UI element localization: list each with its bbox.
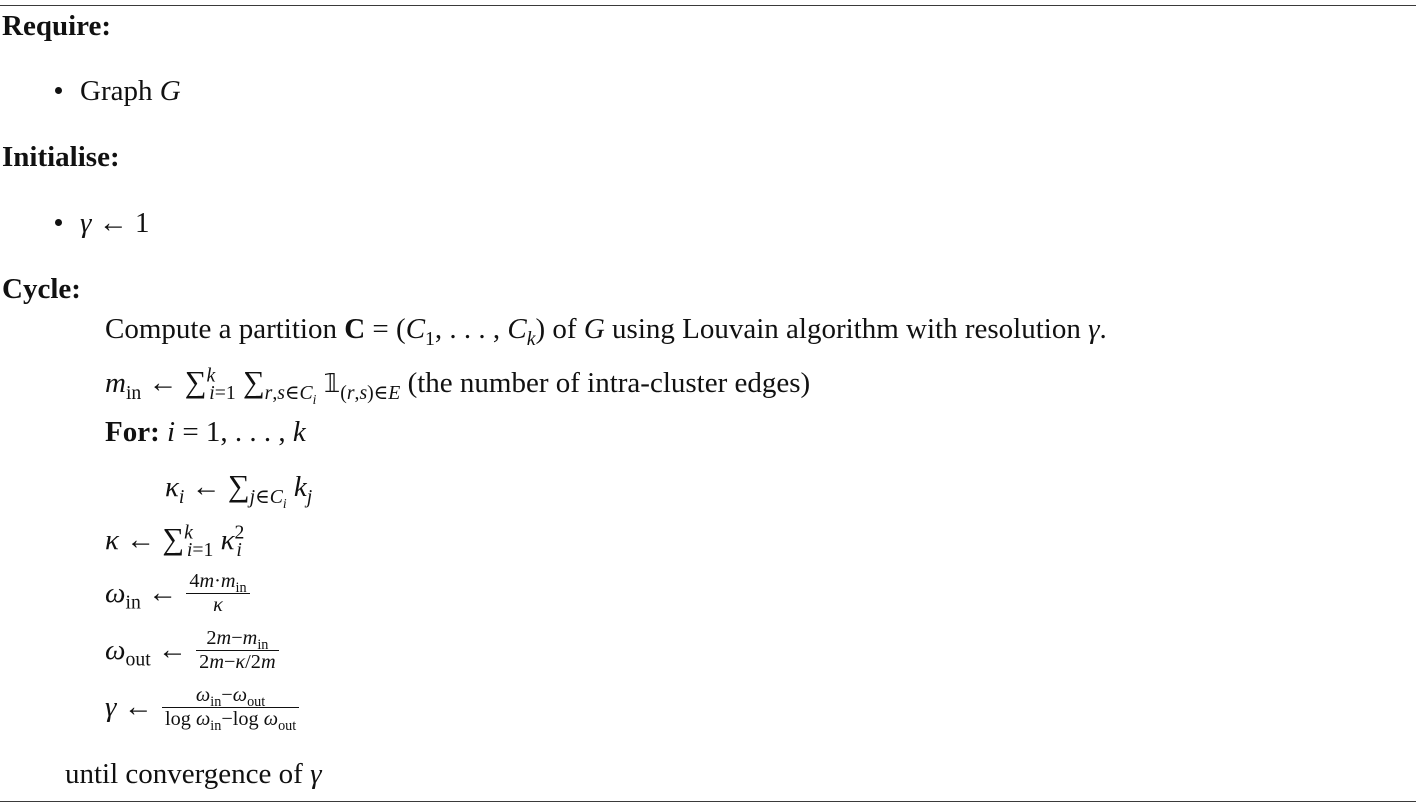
- step-kappa: κ ← ∑$^k_{i=1}$ $\kappa^2_i$: [105, 521, 245, 561]
- step-gamma-update: γ ← $\frac{\omega_{in}-\omega_{out}}{\log \omega_{in}-\log \omega_{out}}$: [105, 686, 301, 732]
- step-omega-out: $\omega_{out}$ ← $\frac{2m-m_{in}}{2m-\kappa/2m}$: [105, 629, 281, 675]
- cycle-heading: Cycle:: [2, 273, 81, 305]
- for-keyword: For:: [105, 416, 160, 448]
- top-rule: [0, 5, 1416, 6]
- gamma-symbol: γ: [80, 207, 92, 239]
- require-heading: Require:: [2, 10, 112, 42]
- arrow-symbol: ←: [98, 207, 128, 239]
- gamma-initial-value: 1: [134, 207, 150, 239]
- until-convergence: until convergence of γ: [65, 758, 322, 790]
- graph-variable: G: [159, 75, 181, 107]
- step-for-loop: For: i = 1, . . . , k: [105, 416, 306, 448]
- require-item: [55, 77, 181, 106]
- step-compute-partition: Compute a partition $C = (C_1$, . . . , $C_k$) of G using Louvain algorithm with resolution γ.: [105, 313, 1107, 350]
- initialise-item: [55, 209, 149, 238]
- initialise-heading: Initialise:: [2, 141, 120, 173]
- m-in-comment: (the number of intra-cluster edges): [407, 367, 811, 399]
- require-item-text: Graph: [80, 75, 153, 107]
- step-omega-in: $\omega_{in}$ ← $\frac{4m\cdot m_{in}}{\kappa}$: [105, 572, 252, 618]
- step-kappa-i: $\kappa_i$ ← $\sum_{j\in C_i}$ $k_j$: [165, 469, 313, 511]
- step-m-in: $m_{in}$ ← ∑$^k_{i=1}$ $\sum_{r,s\in C_i}$ $𝟙_{(r,s)\in E}$ (the number of intra-cluster edges): [105, 364, 811, 407]
- bullet-icon: [55, 87, 62, 94]
- bottom-rule: [0, 801, 1416, 802]
- bullet-icon: [55, 219, 62, 226]
